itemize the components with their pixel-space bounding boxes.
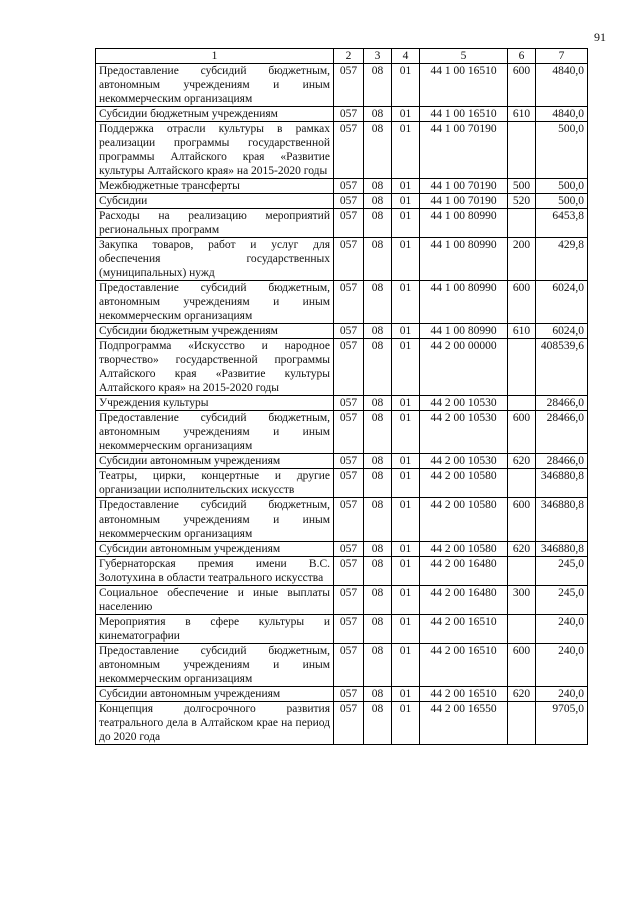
row-name-cell: Учреждения культуры xyxy=(96,396,334,411)
table-row xyxy=(96,701,588,744)
amount-cell: 408539,6 xyxy=(536,339,588,396)
subsection-code-cell: 01 xyxy=(392,686,420,701)
table-row xyxy=(96,179,588,194)
table-header-row xyxy=(96,49,588,64)
row-name-cell: Мероприятия в сфере культуры и кинематографии xyxy=(96,614,334,643)
column-header: 6 xyxy=(508,49,536,64)
table-row xyxy=(96,107,588,122)
table-row xyxy=(96,686,588,701)
table-row xyxy=(96,194,588,209)
row-name-cell: Субсидии бюджетным учреждениям xyxy=(96,107,334,122)
amount-cell: 4840,0 xyxy=(536,64,588,107)
expense-type-cell: 300 xyxy=(508,585,536,614)
amount-cell: 28466,0 xyxy=(536,454,588,469)
subsection-code-cell: 01 xyxy=(392,122,420,179)
column-header: 5 xyxy=(420,49,508,64)
target-article-cell: 44 2 00 16480 xyxy=(420,556,508,585)
table-row xyxy=(96,281,588,324)
subsection-code-cell: 01 xyxy=(392,64,420,107)
target-article-cell: 44 2 00 16510 xyxy=(420,686,508,701)
subsection-code-cell: 01 xyxy=(392,339,420,396)
target-article-cell: 44 1 00 80990 xyxy=(420,281,508,324)
amount-cell: 346880,8 xyxy=(536,541,588,556)
expense-type-cell xyxy=(508,614,536,643)
subsection-code-cell: 01 xyxy=(392,585,420,614)
row-name-cell: Подпрограмма «Искусство и народное творчество» государственной программы Алтайского края «Развитие культуры Алтайского края» на 2015-2020 годы xyxy=(96,339,334,396)
amount-cell: 6024,0 xyxy=(536,324,588,339)
target-article-cell: 44 2 00 10580 xyxy=(420,541,508,556)
table-row xyxy=(96,614,588,643)
subsection-code-cell: 01 xyxy=(392,107,420,122)
subsection-code-cell: 01 xyxy=(392,179,420,194)
expense-type-cell: 610 xyxy=(508,324,536,339)
row-name-cell: Социальное обеспечение и иные выплаты населению xyxy=(96,585,334,614)
section-code-cell: 08 xyxy=(364,324,392,339)
target-article-cell: 44 2 00 00000 xyxy=(420,339,508,396)
ministry-code-cell: 057 xyxy=(334,686,364,701)
subsection-code-cell: 01 xyxy=(392,209,420,238)
expense-type-cell: 200 xyxy=(508,238,536,281)
target-article-cell: 44 1 00 80990 xyxy=(420,238,508,281)
expense-type-cell: 620 xyxy=(508,454,536,469)
row-name-cell: Поддержка отрасли культуры в рамках реализации программы государственной программы Алтайского края «Развитие культуры Алтайского края» на 2015-2020 годы xyxy=(96,122,334,179)
row-name-cell: Предоставление субсидий бюджетным, автономным учреждениям и иным некоммерческим организациям xyxy=(96,643,334,686)
expense-type-cell xyxy=(508,701,536,744)
target-article-cell: 44 2 00 16480 xyxy=(420,585,508,614)
ministry-code-cell: 057 xyxy=(334,469,364,498)
ministry-code-cell: 057 xyxy=(334,614,364,643)
subsection-code-cell: 01 xyxy=(392,324,420,339)
section-code-cell: 08 xyxy=(364,396,392,411)
expense-type-cell: 600 xyxy=(508,64,536,107)
subsection-code-cell: 01 xyxy=(392,194,420,209)
expense-type-cell: 500 xyxy=(508,179,536,194)
table-row xyxy=(96,64,588,107)
ministry-code-cell: 057 xyxy=(334,396,364,411)
amount-cell: 6024,0 xyxy=(536,281,588,324)
amount-cell: 9705,0 xyxy=(536,701,588,744)
expense-type-cell: 620 xyxy=(508,686,536,701)
ministry-code-cell: 057 xyxy=(334,541,364,556)
ministry-code-cell: 057 xyxy=(334,339,364,396)
row-name-cell: Предоставление субсидий бюджетным, автономным учреждениям и иным некоммерческим организациям xyxy=(96,411,334,454)
subsection-code-cell: 01 xyxy=(392,469,420,498)
ministry-code-cell: 057 xyxy=(334,585,364,614)
ministry-code-cell: 057 xyxy=(334,64,364,107)
ministry-code-cell: 057 xyxy=(334,324,364,339)
column-header: 3 xyxy=(364,49,392,64)
ministry-code-cell: 057 xyxy=(334,643,364,686)
expense-type-cell xyxy=(508,469,536,498)
table-row xyxy=(96,469,588,498)
subsection-code-cell: 01 xyxy=(392,541,420,556)
subsection-code-cell: 01 xyxy=(392,701,420,744)
column-header: 7 xyxy=(536,49,588,64)
section-code-cell: 08 xyxy=(364,179,392,194)
table-row xyxy=(96,454,588,469)
row-name-cell: Предоставление субсидий бюджетным, автономным учреждениям и иным некоммерческим организациям xyxy=(96,281,334,324)
target-article-cell: 44 1 00 16510 xyxy=(420,107,508,122)
expense-type-cell: 610 xyxy=(508,107,536,122)
table-row xyxy=(96,396,588,411)
table-row xyxy=(96,585,588,614)
amount-cell: 28466,0 xyxy=(536,396,588,411)
target-article-cell: 44 1 00 80990 xyxy=(420,324,508,339)
section-code-cell: 08 xyxy=(364,614,392,643)
row-name-cell: Расходы на реализацию мероприятий региональных программ xyxy=(96,209,334,238)
expense-type-cell xyxy=(508,396,536,411)
expense-type-cell xyxy=(508,339,536,396)
expense-type-cell: 600 xyxy=(508,281,536,324)
amount-cell: 429,8 xyxy=(536,238,588,281)
section-code-cell: 08 xyxy=(364,469,392,498)
subsection-code-cell: 01 xyxy=(392,498,420,541)
section-code-cell: 08 xyxy=(364,107,392,122)
amount-cell: 240,0 xyxy=(536,686,588,701)
row-name-cell: Субсидии автономным учреждениям xyxy=(96,541,334,556)
table-row xyxy=(96,339,588,396)
subsection-code-cell: 01 xyxy=(392,281,420,324)
section-code-cell: 08 xyxy=(364,701,392,744)
table-row xyxy=(96,411,588,454)
subsection-code-cell: 01 xyxy=(392,396,420,411)
target-article-cell: 44 2 00 10580 xyxy=(420,469,508,498)
target-article-cell: 44 1 00 80990 xyxy=(420,209,508,238)
ministry-code-cell: 057 xyxy=(334,556,364,585)
ministry-code-cell: 057 xyxy=(334,238,364,281)
target-article-cell: 44 2 00 16510 xyxy=(420,614,508,643)
target-article-cell: 44 2 00 16550 xyxy=(420,701,508,744)
ministry-code-cell: 057 xyxy=(334,498,364,541)
target-article-cell: 44 1 00 16510 xyxy=(420,64,508,107)
amount-cell: 346880,8 xyxy=(536,498,588,541)
table-row xyxy=(96,498,588,541)
target-article-cell: 44 2 00 16510 xyxy=(420,643,508,686)
row-name-cell: Концепция долгосрочного развития театрального дела в Алтайском крае на период до 2020 года xyxy=(96,701,334,744)
section-code-cell: 08 xyxy=(364,339,392,396)
target-article-cell: 44 2 00 10580 xyxy=(420,498,508,541)
amount-cell: 4840,0 xyxy=(536,107,588,122)
ministry-code-cell: 057 xyxy=(334,107,364,122)
target-article-cell: 44 2 00 10530 xyxy=(420,396,508,411)
expense-type-cell: 600 xyxy=(508,411,536,454)
expense-type-cell: 620 xyxy=(508,541,536,556)
amount-cell: 245,0 xyxy=(536,556,588,585)
row-name-cell: Субсидии автономным учреждениям xyxy=(96,454,334,469)
row-name-cell: Губернаторская премия имени В.С. Золотухина в области театрального искусства xyxy=(96,556,334,585)
section-code-cell: 08 xyxy=(364,194,392,209)
section-code-cell: 08 xyxy=(364,64,392,107)
subsection-code-cell: 01 xyxy=(392,614,420,643)
subsection-code-cell: 01 xyxy=(392,454,420,469)
section-code-cell: 08 xyxy=(364,541,392,556)
row-name-cell: Субсидии бюджетным учреждениям xyxy=(96,324,334,339)
amount-cell: 346880,8 xyxy=(536,469,588,498)
row-name-cell: Межбюджетные трансферты xyxy=(96,179,334,194)
section-code-cell: 08 xyxy=(364,498,392,541)
expense-type-cell: 600 xyxy=(508,643,536,686)
ministry-code-cell: 057 xyxy=(334,194,364,209)
ministry-code-cell: 057 xyxy=(334,122,364,179)
expense-type-cell xyxy=(508,556,536,585)
subsection-code-cell: 01 xyxy=(392,643,420,686)
expense-type-cell xyxy=(508,209,536,238)
table-row xyxy=(96,122,588,179)
amount-cell: 6453,8 xyxy=(536,209,588,238)
table-row xyxy=(96,643,588,686)
target-article-cell: 44 1 00 70190 xyxy=(420,122,508,179)
section-code-cell: 08 xyxy=(364,281,392,324)
section-code-cell: 08 xyxy=(364,454,392,469)
row-name-cell: Театры, цирки, концертные и другие организации исполнительских искусств xyxy=(96,469,334,498)
target-article-cell: 44 2 00 10530 xyxy=(420,411,508,454)
row-name-cell: Предоставление субсидий бюджетным, автономным учреждениям и иным некоммерческим организациям xyxy=(96,498,334,541)
section-code-cell: 08 xyxy=(364,209,392,238)
ministry-code-cell: 057 xyxy=(334,701,364,744)
section-code-cell: 08 xyxy=(364,556,392,585)
amount-cell: 500,0 xyxy=(536,194,588,209)
section-code-cell: 08 xyxy=(364,643,392,686)
expense-type-cell: 520 xyxy=(508,194,536,209)
amount-cell: 240,0 xyxy=(536,643,588,686)
subsection-code-cell: 01 xyxy=(392,238,420,281)
target-article-cell: 44 1 00 70190 xyxy=(420,179,508,194)
ministry-code-cell: 057 xyxy=(334,281,364,324)
amount-cell: 500,0 xyxy=(536,122,588,179)
target-article-cell: 44 1 00 70190 xyxy=(420,194,508,209)
column-header: 1 xyxy=(96,49,334,64)
ministry-code-cell: 057 xyxy=(334,411,364,454)
table-row xyxy=(96,209,588,238)
page-number: 91 xyxy=(594,30,606,44)
subsection-code-cell: 01 xyxy=(392,411,420,454)
section-code-cell: 08 xyxy=(364,411,392,454)
section-code-cell: 08 xyxy=(364,122,392,179)
table-row xyxy=(96,541,588,556)
column-header: 4 xyxy=(392,49,420,64)
amount-cell: 240,0 xyxy=(536,614,588,643)
section-code-cell: 08 xyxy=(364,686,392,701)
row-name-cell: Закупка товаров, работ и услуг для обеспечения государственных (муниципальных) нужд xyxy=(96,238,334,281)
table-row xyxy=(96,324,588,339)
row-name-cell: Субсидии автономным учреждениям xyxy=(96,686,334,701)
row-name-cell: Субсидии xyxy=(96,194,334,209)
subsection-code-cell: 01 xyxy=(392,556,420,585)
amount-cell: 500,0 xyxy=(536,179,588,194)
ministry-code-cell: 057 xyxy=(334,209,364,238)
expense-type-cell: 600 xyxy=(508,498,536,541)
expense-type-cell xyxy=(508,122,536,179)
amount-cell: 245,0 xyxy=(536,585,588,614)
row-name-cell: Предоставление субсидий бюджетным, автономным учреждениям и иным некоммерческим организациям xyxy=(96,64,334,107)
section-code-cell: 08 xyxy=(364,585,392,614)
column-header: 2 xyxy=(334,49,364,64)
ministry-code-cell: 057 xyxy=(334,179,364,194)
amount-cell: 28466,0 xyxy=(536,411,588,454)
budget-table xyxy=(95,48,588,745)
target-article-cell: 44 2 00 10530 xyxy=(420,454,508,469)
ministry-code-cell: 057 xyxy=(334,454,364,469)
table-row xyxy=(96,556,588,585)
section-code-cell: 08 xyxy=(364,238,392,281)
table-row xyxy=(96,238,588,281)
